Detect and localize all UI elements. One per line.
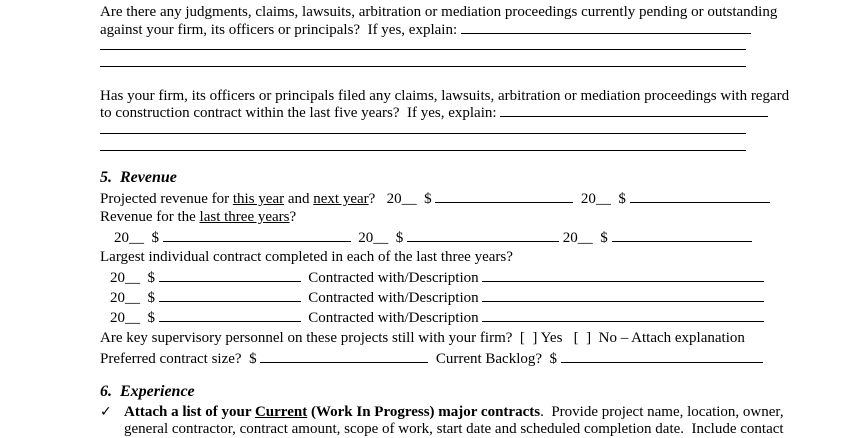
- largest-amount-1-field[interactable]: [159, 269, 301, 282]
- claims-explain-field[interactable]: [500, 104, 768, 117]
- revenue-year-1-prefix: 20__ $: [114, 230, 159, 246]
- judgments-explain-field[interactable]: [461, 21, 751, 34]
- revenue-year-2-field[interactable]: [407, 229, 559, 242]
- last-three-years-fields: [114, 229, 752, 247]
- judgments-explain-line-2[interactable]: [100, 49, 746, 50]
- attach-list-label: Attach a list of your: [124, 404, 255, 420]
- projected-revenue-label: Projected revenue for: [100, 191, 233, 207]
- question-judgments-line1: Are there any judgments, claims, lawsuits, arbitration or mediation proceedings currently pending or outstanding: [100, 4, 778, 20]
- projected-revenue-line: [100, 190, 770, 208]
- last-three-label: Revenue for the: [100, 209, 200, 225]
- question-claims-line2: [100, 104, 768, 122]
- largest-year-1-prefix: 20__ $: [110, 270, 155, 286]
- key-personnel-question: Are key supervisory personnel on these projects still with your firm? [ ] Yes [ ] No – Attach explanation: [100, 330, 745, 346]
- contracted-description-1-field[interactable]: [482, 269, 764, 282]
- this-year-label: this year: [232, 191, 285, 207]
- largest-contract-row-2: [110, 289, 764, 307]
- projected-revenue-1-field[interactable]: [435, 190, 573, 203]
- revenue-year-3-prefix: 20__ $: [562, 230, 608, 246]
- projected-year-2-prefix: 20__ $: [580, 191, 626, 207]
- largest-contract-row-3: [110, 309, 764, 327]
- section-revenue-heading: 5. Revenue: [100, 169, 177, 186]
- and-label: and: [284, 191, 314, 207]
- last-three-years-label: last three years: [199, 209, 290, 225]
- attach-instructions-text: . Provide project name, location, owner,: [540, 404, 784, 420]
- checkmark-icon: ✓: [100, 404, 112, 420]
- claims-explain-line-3[interactable]: [100, 150, 746, 151]
- next-year-label: next year: [313, 191, 369, 207]
- projected-revenue-2-field[interactable]: [630, 190, 770, 203]
- revenue-year-1-field[interactable]: [163, 229, 351, 242]
- contracted-with-label-3: Contracted with/Description: [308, 310, 479, 326]
- question-claims-text: to construction contract within the last five years? If yes, explain:: [100, 105, 497, 121]
- section-experience-heading: 6. Experience: [100, 383, 195, 400]
- contracted-with-label-2: Contracted with/Description: [308, 290, 479, 306]
- revenue-year-3-field[interactable]: [612, 229, 752, 242]
- attach-current-line-2: general contractor, contract amount, scope of work, start date and scheduled completion date. Include contact: [124, 421, 784, 437]
- current-backlog-field[interactable]: [561, 350, 763, 363]
- projected-year-1-prefix: ? 20__ $: [368, 191, 432, 207]
- largest-amount-2-field[interactable]: [159, 289, 301, 302]
- largest-year-3-prefix: 20__ $: [110, 310, 155, 326]
- current-backlog-label: Current Backlog? $: [435, 351, 558, 367]
- largest-contract-question: Largest individual contract completed in each of the last three years?: [100, 249, 513, 265]
- revenue-year-2-prefix: 20__ $: [358, 230, 404, 246]
- last-three-question-mark: ?: [289, 209, 297, 225]
- last-three-years-line: [100, 209, 296, 226]
- contracted-description-2-field[interactable]: [482, 289, 764, 302]
- contracted-description-3-field[interactable]: [482, 309, 764, 322]
- largest-amount-3-field[interactable]: [159, 309, 301, 322]
- current-label: Current: [254, 404, 308, 420]
- attach-current-line: [124, 404, 784, 421]
- contracted-with-label-1: Contracted with/Description: [308, 270, 479, 286]
- largest-year-2-prefix: 20__ $: [110, 290, 155, 306]
- largest-contract-row-1: [110, 269, 764, 287]
- preferred-contract-line: [100, 350, 763, 368]
- question-judgments-text: against your firm, its officers or principals? If yes, explain:: [100, 22, 458, 38]
- judgments-explain-line-3[interactable]: [100, 66, 746, 67]
- claims-explain-line-2[interactable]: [100, 133, 746, 134]
- preferred-contract-field[interactable]: [260, 350, 428, 363]
- question-judgments-line2: [100, 21, 751, 39]
- preferred-contract-label: Preferred contract size? $: [100, 351, 257, 367]
- question-claims-line1: Has your firm, its officers or principals filed any claims, lawsuits, arbitration or mediation proceedings with regard: [100, 88, 790, 104]
- work-in-progress-label: (Work In Progress) major contracts: [307, 404, 541, 420]
